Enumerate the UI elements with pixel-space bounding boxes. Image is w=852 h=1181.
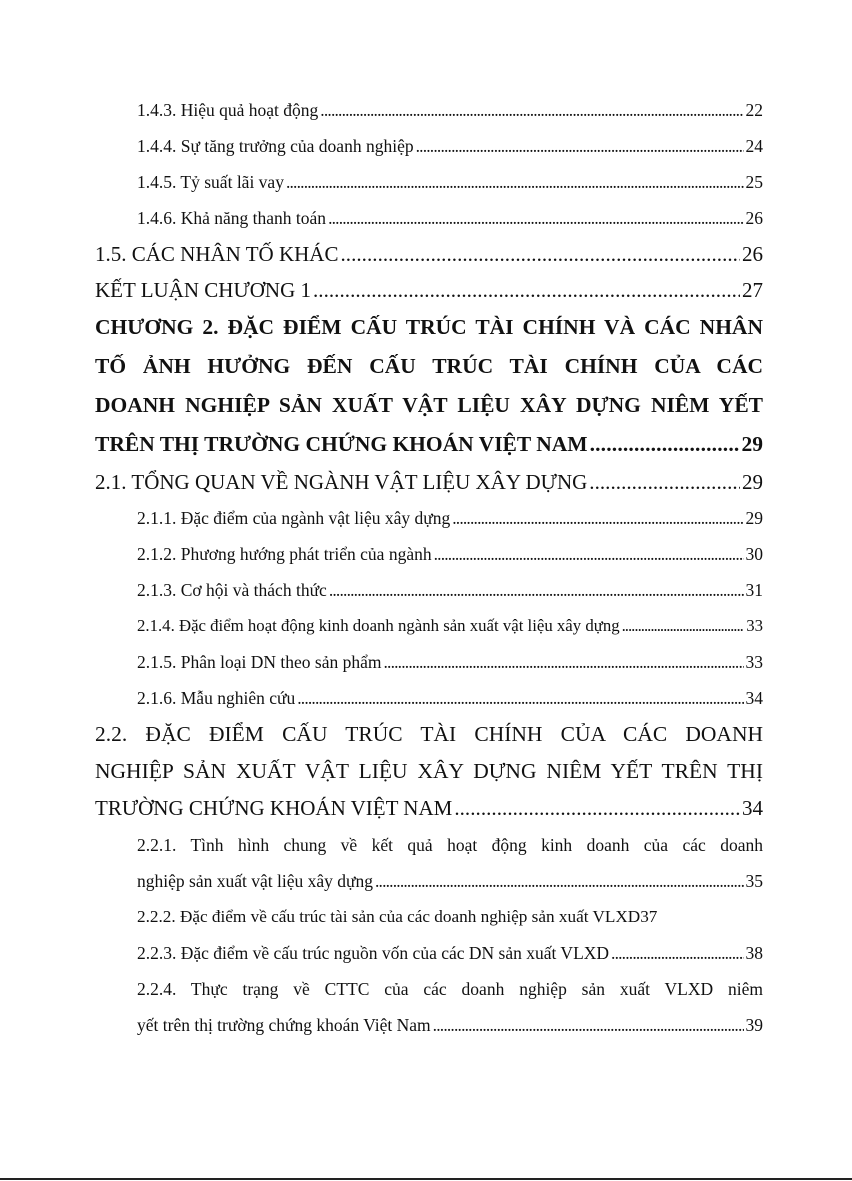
toc-entry-title: nghiệp sản xuất vật liệu xây dựng: [137, 871, 373, 891]
toc-entry-title: KẾT LUẬN CHƯƠNG 1: [95, 278, 311, 302]
toc-entry-2-1-1[interactable]: [95, 500, 763, 536]
toc-page-number: 37: [640, 907, 658, 926]
toc-page-number: 26: [742, 242, 763, 266]
dot-leader: [375, 863, 744, 899]
toc-page-number: 38: [745, 943, 763, 963]
toc-entry-2-1-5[interactable]: [95, 644, 763, 680]
toc-entry-title: 2.1.3. Cơ hội và thách thức: [137, 580, 327, 600]
toc-page-number: 29: [741, 432, 763, 456]
toc-entry-title-line: TỐ ẢNH HƯỞNG ĐẾN CẤU TRÚC TÀI CHÍNH CỦA CÁC: [95, 354, 763, 378]
toc-entry-1-4-6[interactable]: [95, 200, 763, 236]
toc-entry-title: 2.1.5. Phân loại DN theo sản phẩm: [137, 652, 382, 672]
toc-entry-2-1-2[interactable]: [95, 536, 763, 572]
toc-entry-title: 2.1. TỔNG QUAN VỀ NGÀNH VẬT LIỆU XÂY DỰNG: [95, 470, 588, 494]
toc-page-number: 31: [745, 580, 763, 600]
dot-leader: [383, 644, 743, 680]
toc-entry-title: 1.5. CÁC NHÂN TỐ KHÁC: [95, 242, 339, 266]
toc-page-number: 29: [742, 470, 763, 494]
toc-entry-title-line: DOANH NGHIỆP SẢN XUẤT VẬT LIỆU XÂY DỰNG NIÊM YẾT: [95, 393, 763, 417]
toc-page-number: 35: [745, 871, 763, 891]
toc-entry-2-1-4[interactable]: [95, 608, 763, 644]
toc-page-number: 39: [745, 1015, 763, 1035]
toc-page-number: 29: [745, 508, 763, 528]
toc-entry-last-line: [95, 425, 763, 464]
toc-entry-1-4-4[interactable]: [95, 128, 763, 164]
toc-page-number: 33: [746, 616, 763, 635]
page-bottom-rule: [0, 1178, 852, 1180]
toc-page-number: 27: [742, 278, 763, 302]
toc-entry-2-1-6[interactable]: [95, 680, 763, 716]
toc-entry-title: 1.4.4. Sự tăng trưởng của doanh nghiệp: [137, 136, 414, 156]
toc-page-number: 24: [745, 136, 763, 156]
dot-leader: [452, 500, 743, 536]
toc-page-number: 33: [745, 652, 763, 672]
dot-leader: [328, 200, 743, 236]
toc-entry-title: TRÊN THỊ TRƯỜNG CHỨNG KHOÁN VIỆT NAM: [95, 432, 588, 456]
toc-entry-title-line: CHƯƠNG 2. ĐẶC ĐIỂM CẤU TRÚC TÀI CHÍNH VÀ CÁC NHÂN: [95, 315, 763, 339]
toc-entry-title: 1.4.5. Tỷ suất lãi vay: [137, 172, 284, 192]
toc-page-number: 34: [745, 688, 763, 708]
toc-entry-ket-luan-chuong-1[interactable]: [95, 272, 763, 308]
toc-page-number: 25: [745, 172, 763, 192]
toc-entry-2-2-1[interactable]: [95, 827, 763, 899]
toc-entry-chuong-2[interactable]: [95, 308, 763, 464]
toc-entry-2-2-2[interactable]: [95, 899, 763, 935]
dot-leader: [297, 680, 743, 716]
toc-entry-title: 1.4.3. Hiệu quả hoạt động: [137, 100, 319, 120]
dot-leader: [589, 464, 740, 500]
toc-entry-1-4-3[interactable]: [95, 92, 763, 128]
dot-leader: [433, 1007, 744, 1043]
toc-entry-title: 2.1.6. Mẫu nghiên cứu: [137, 688, 296, 708]
dot-leader: [340, 236, 740, 272]
toc-entry-2-2-3[interactable]: [95, 935, 763, 971]
toc-entry-title-line: NGHIỆP SẢN XUẤT VẬT LIỆU XÂY DỰNG NIÊM YẾT TRÊN THỊ: [95, 759, 763, 783]
dot-leader: [590, 425, 740, 464]
dot-leader: [622, 608, 745, 644]
toc-page-number: 30: [745, 544, 763, 564]
toc-entry-title: TRƯỜNG CHỨNG KHOÁN VIỆT NAM: [95, 796, 453, 820]
toc-page-number: 26: [745, 208, 763, 228]
dot-leader: [416, 128, 744, 164]
toc-entry-1-5[interactable]: [95, 236, 763, 272]
toc-entry-title: 2.2.2. Đặc điểm về cấu trúc tài sản của các doanh nghiệp sản xuất VLXD: [137, 907, 641, 926]
dot-leader: [320, 92, 743, 128]
toc-entry-title: 2.1.4. Đặc điểm hoạt động kinh doanh ngành sản xuất vật liệu xây dựng: [137, 616, 620, 635]
toc-entry-2-2-4[interactable]: [95, 971, 763, 1043]
toc-entry-last-line: [95, 790, 763, 827]
toc-entry-title-line: 2.2.4. Thực trạng về CTTC của các doanh nghiệp sản xuất VLXD niêm: [137, 979, 763, 999]
toc-entry-title-line: 2.2. ĐẶC ĐIỂM CẤU TRÚC TÀI CHÍNH CỦA CÁC DOANH: [95, 722, 763, 746]
dot-leader: [286, 164, 744, 200]
toc-entry-1-4-5[interactable]: [95, 164, 763, 200]
toc-entry-title: 2.1.2. Phương hướng phát triển của ngành: [137, 544, 432, 564]
toc-entry-last-line: [137, 1007, 763, 1043]
dot-leader: [313, 272, 740, 308]
toc-entry-title: 2.1.1. Đặc điểm của ngành vật liệu xây dựng: [137, 508, 451, 528]
toc-page-number: 22: [745, 100, 763, 120]
table-of-contents: [95, 92, 763, 1043]
toc-entry-2-1[interactable]: [95, 464, 763, 500]
toc-entry-2-1-3[interactable]: [95, 572, 763, 608]
dot-leader: [329, 572, 744, 608]
toc-entry-title: 1.4.6. Khả năng thanh toán: [137, 208, 327, 228]
toc-entry-2-2[interactable]: [95, 716, 763, 827]
toc-entry-last-line: [137, 863, 763, 899]
toc-entry-title: yết trên thị trường chứng khoán Việt Nam: [137, 1015, 431, 1035]
toc-entry-title-line: 2.2.1. Tình hình chung về kết quả hoạt động kinh doanh của các doanh: [137, 835, 763, 855]
dot-leader: [611, 935, 743, 971]
toc-entry-title: 2.2.3. Đặc điểm về cấu trúc nguồn vốn của các DN sản xuất VLXD: [137, 943, 610, 963]
toc-page-number: 34: [742, 796, 763, 820]
dot-leader: [434, 536, 744, 572]
dot-leader: [454, 790, 740, 827]
